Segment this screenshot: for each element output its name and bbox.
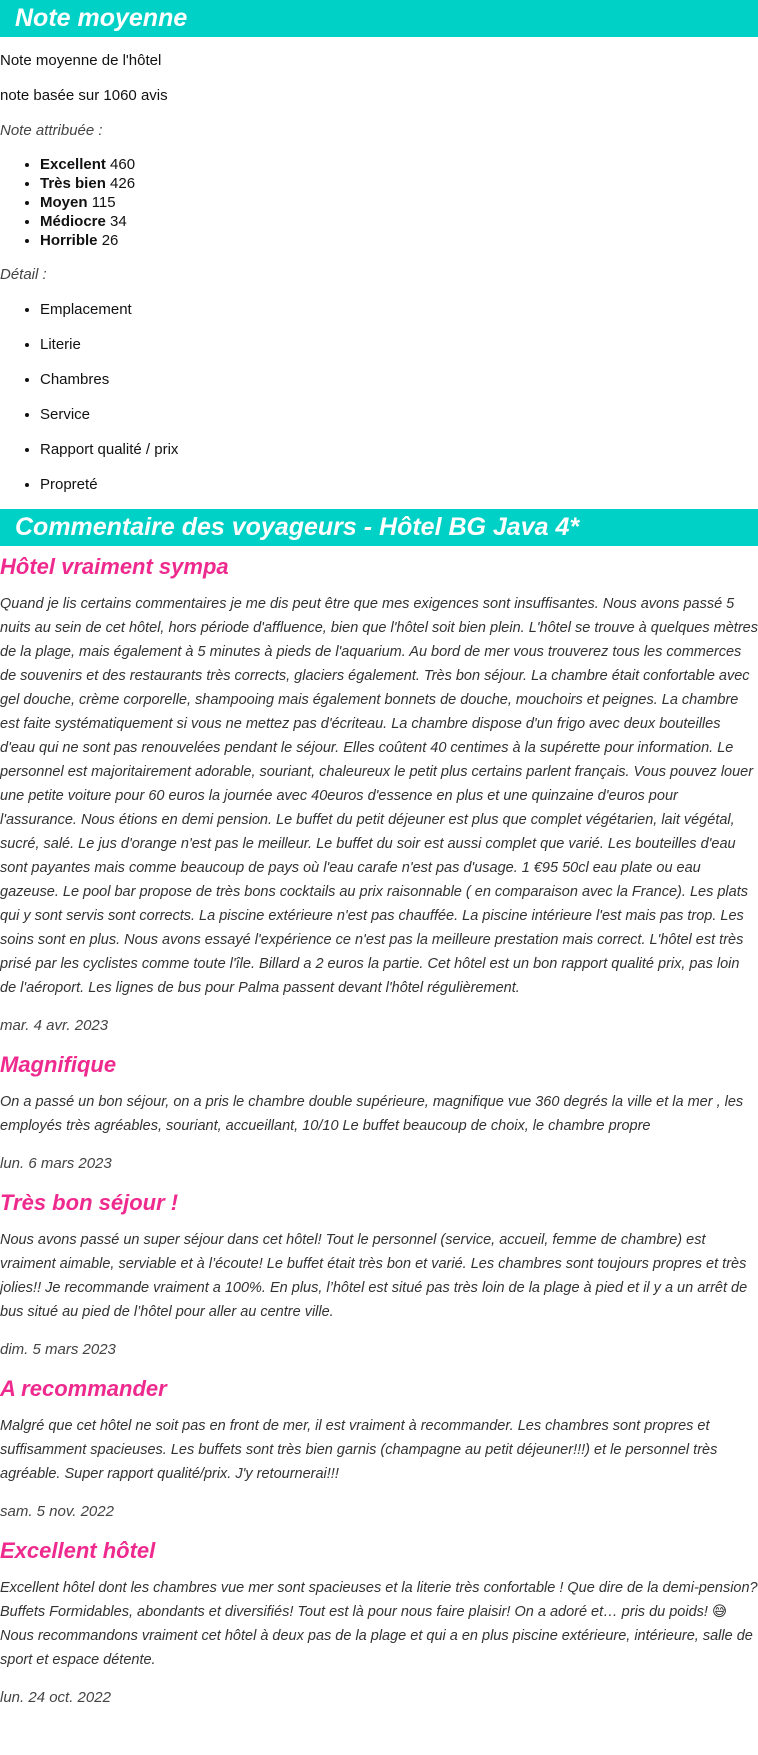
review-card	[0, 1050, 758, 1174]
detail-criteria-list	[0, 300, 758, 495]
detail-label: Détail :	[0, 266, 47, 283]
review-body: On a passé un bon séjour, on a pris le chambre double supérieure, magnifique vue 360 degrés la ville et la mer , les employés très agréables, souriant, accueillant, 10/10 Le buffet beaucoup de choix, le chambre propre	[0, 1094, 744, 1134]
rating-item-mediocre	[40, 212, 758, 231]
rating-item-label: Horrible	[40, 232, 98, 249]
review-card	[0, 1374, 758, 1522]
review-title: Magnifique	[0, 1052, 117, 1077]
review-count: note basée sur 1060 avis	[0, 87, 168, 104]
rating-item-count: 115	[91, 194, 116, 211]
rating-item-count: 460	[110, 156, 136, 173]
rating-section-banner: Note moyenne	[0, 0, 758, 37]
review-title: Hôtel vraiment sympa	[0, 554, 229, 579]
review-body: Nous avons passé un super séjour dans cet hôtel! Tout le personnel (service, accueil, femme de chambre) est vraiment aimable, serviable et à l’écoute! Le buffet était très bon et varié. Les chambres sont toujours propres et très jolies!! Je recommande vraiment a 100%. En plus, l’hôtel est situé pas très loin de la plage à pied et il y a un arrêt de bus situé au pied de l’hôtel pour aller au centre ville.	[0, 1232, 748, 1320]
review-body: Excellent hôtel dont les chambres vue mer sont spacieuses et la literie très confortable ! Que dire de la demi-pension? Buffets Formidables, abondants et diversifiés! Tout est là pour nous faire plaisir! On a adoré et… pris du poids! 😅 Nous recommandons vraiment cet hôtel à deux pas de la plage et qui a en plus piscine extérieure, intérieure, salle de sport et espace détente.	[0, 1580, 758, 1668]
rating-breakdown-list	[0, 155, 758, 250]
review-body: Malgré que cet hôtel ne soit pas en front de mer, il est vraiment à recommander. Les chambres sont propres et suffisamment spacieuses. Les buffets sont très bien garnis (champagne au petit déjeuner!!!) et le personnel très agréable. Super rapport qualité/prix. J'y retournerai!!!	[0, 1418, 718, 1482]
review-title: Très bon séjour !	[0, 1190, 179, 1215]
rating-item-label: Très bien	[40, 175, 106, 192]
detail-item-emplacement: • Emplacement	[40, 300, 758, 320]
rating-item-label: Moyen	[40, 194, 88, 211]
detail-item-chambres: • Chambres	[40, 370, 758, 390]
review-date: lun. 6 mars 2023	[0, 1155, 112, 1172]
review-card	[0, 1188, 758, 1360]
review-card	[0, 552, 758, 1036]
rating-item-count: 26	[101, 232, 119, 249]
review-title: A recommander	[0, 1376, 167, 1401]
rating-label: Note attribuée :	[0, 122, 103, 139]
detail-item-proprete: • Propreté	[40, 475, 758, 495]
review-date: mar. 4 avr. 2023	[0, 1017, 109, 1034]
detail-item-literie: • Literie	[40, 335, 758, 355]
review-date: dim. 5 mars 2023	[0, 1341, 116, 1358]
review-title: Excellent hôtel	[0, 1538, 156, 1563]
rating-item-moyen	[40, 193, 758, 212]
rating-item-count: 426	[110, 175, 136, 192]
rating-item-horrible	[40, 231, 758, 250]
rating-item-label: Médiocre	[40, 213, 106, 230]
rating-item-count: 34	[110, 213, 127, 230]
detail-item-rapport-qualite-prix: • Rapport qualité / prix	[40, 440, 758, 460]
review-date: sam. 5 nov. 2022	[0, 1503, 114, 1520]
review-date: lun. 24 oct. 2022	[0, 1689, 111, 1706]
rating-item-label: Excellent	[40, 156, 106, 173]
review-body: Quand je lis certains commentaires je me dis peut être que mes exigences sont insuffisantes. Nous avons passé 5 nuits au sein de cet hôtel, hors période d'affluence, bien que l'hôtel soit bien plein. L'hôtel se trouve à quelques mètres de la plage, mais également à 5 minutes à pieds de l'aquarium. Au bord de mer vous trouverez tous les commerces de souvenirs et des restaurants très corrects, glaciers également. Très bon séjour. La chambre était confortable avec gel douche, crème corporelle, shampooing mais également bonnets de douche, mouchoirs et peignes. La chambre est faite systématiquement si vous ne mettez pas d'écriteau. La chambre dispose d'un frigo avec deux bouteilles d'eau qui ne sont pas renouvelées pendant le séjour. Elles coûtent 40 centimes à la supérette pour information. Le personnel est majoritairement adorable, souriant, chaleureux le petit plus certains parlent français. Vous pouvez louer une petite voiture pour 60 euros la journée avec 40euros d'essence en plus et une quinzaine d'euros pour l'assurance. Nous étions en demi pension. Le buffet du petit déjeuner est plus que complet végétarien, lait végétal, sucré, salé. Le jus d'orange n'est pas le meilleur. Le buffet du soir est aussi complet que varié. Les bouteilles d'eau sont payantes mais comme beaucoup de pays où l'eau carafe n'est pas d'usage. 1 €95 50cl eau plate ou eau gazeuse. Le pool bar propose de très bons cocktails au prix raisonnable ( en comparaison avec la France). Les plats qui y sont servis sont corrects. La piscine extérieure n'est pas chauffée. La piscine intérieure l'est mais pas trop. Les soins sont en plus. Nous avons essayé l'expérience ce n'est pas la meilleure prestation mais correct. L'hôtel est très prisé par les cyclistes comme toute l'île. Billard a 2 euros la partie. Cet hôtel est un bon rapport qualité prix, pas loin de l'aéroport. Les lignes de bus pour Palma passent devant l'hôtel régulièrement.	[0, 596, 758, 996]
review-card	[0, 1536, 758, 1708]
detail-item-service: • Service	[40, 405, 758, 425]
reviews-section-banner: Commentaire des voyageurs - Hôtel BG Java 4*	[0, 509, 758, 546]
rating-subtitle: Note moyenne de l'hôtel	[0, 52, 162, 69]
rating-item-excellent	[40, 155, 758, 174]
rating-item-tres-bien	[40, 174, 758, 193]
